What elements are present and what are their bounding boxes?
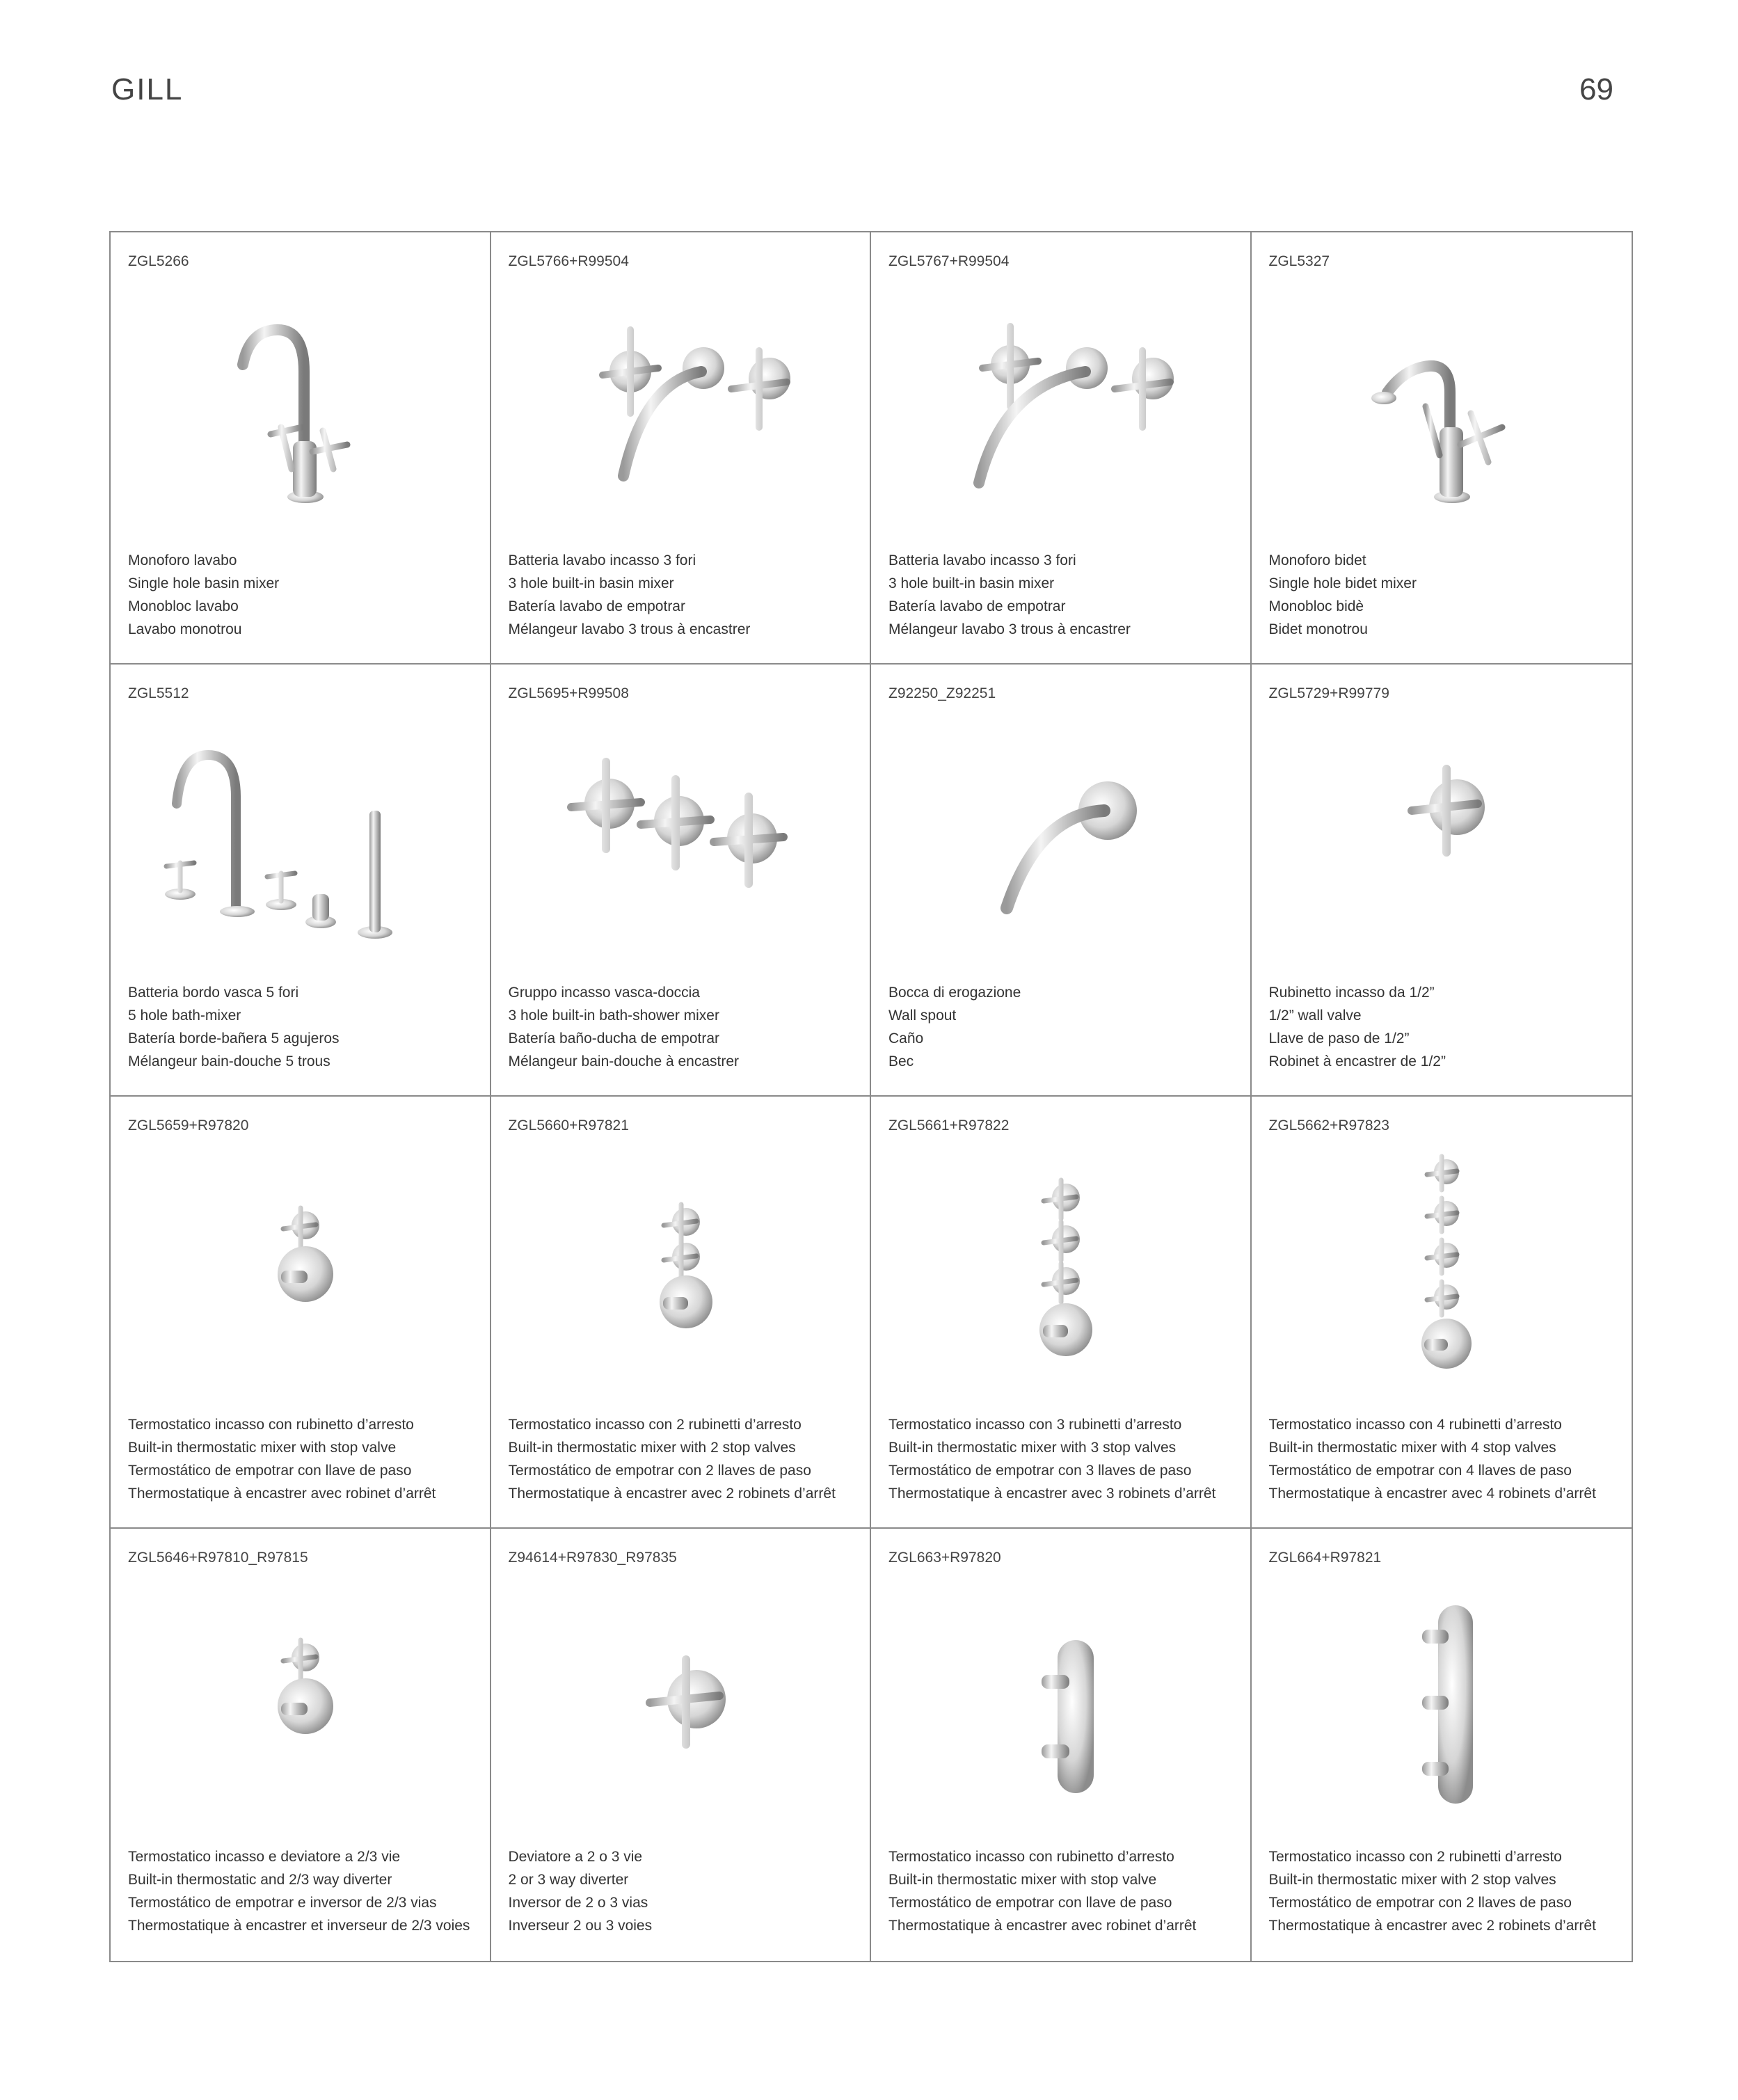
bath-shower-mixer-icon (519, 720, 844, 943)
thermostatic-2-valve-icon (519, 1152, 844, 1375)
product-description: Bocca di erogazione Wall spout Caño Bec (888, 985, 1021, 1069)
thermostatic-diverter-icon (138, 1584, 463, 1807)
product-card (111, 1529, 491, 1961)
product-description: Monoforo lavabo Single hole basin mixer Monobloc lavabo Lavabo monotrou (128, 552, 280, 637)
product-description: Deviatore a 2 o 3 vie 2 or 3 way diverter Inversor de 2 o 3 vias Inverseur 2 ou 3 voies (508, 1849, 653, 1934)
product-card (1252, 232, 1632, 665)
product-card (1252, 1097, 1632, 1529)
product-code: ZGL5646+R97810_R97815 (128, 1550, 308, 1566)
product-description: Gruppo incasso vasca-doccia 3 hole built-in bath-shower mixer Batería baño-ducha de empotrar Mélangeur bain-douche à encastrer (508, 985, 740, 1069)
product-code: ZGL5659+R97820 (128, 1117, 249, 1133)
thermostatic-4-valve-icon (1279, 1152, 1604, 1375)
product-code: ZGL5661+R97822 (888, 1117, 1010, 1133)
product-description: Batteria bordo vasca 5 fori 5 hole bath-mixer Batería borde-bañera 5 agujeros Mélangeur bain-douche 5 trous (128, 985, 340, 1069)
product-code: ZGL5512 (128, 685, 189, 701)
product-description: Termostatico incasso con rubinetto d’arresto Built-in thermostatic mixer with stop valve Termostático de empotrar con llave de paso Thermostatique à encastrer avec robinet d’arrêt (128, 1417, 436, 1502)
product-description: Termostatico incasso con 2 rubinetti d’arresto Built-in thermostatic mixer with 2 stop valves Termostático de empotrar con 2 llaves de paso Thermostatique à encastrer avec 2 robinets d’arrêt (1268, 1849, 1596, 1934)
product-code: ZGL5695+R99508 (508, 685, 629, 701)
product-card (1252, 1529, 1632, 1961)
product-code: Z92250_Z92251 (888, 685, 996, 701)
product-description: Termostatico incasso con 3 rubinetti d’arresto Built-in thermostatic mixer with 3 stop valves Termostático de empotrar con 3 llaves de paso Thermostatique à encastrer avec 3 robinets d’arrêt (888, 1417, 1216, 1502)
product-description: Termostatico incasso con 4 rubinetti d’arresto Built-in thermostatic mixer with 4 stop valves Termostático de empotrar con 4 llaves de paso Thermostatique à encastrer avec 4 robinets d’arrêt (1268, 1417, 1596, 1502)
product-description: Termostatico incasso con 2 rubinetti d’arresto Built-in thermostatic mixer with 2 stop valves Termostático de empotrar con 2 llaves de paso Thermostatique à encastrer avec 2 robinets d’arrêt (508, 1417, 836, 1502)
bidet-mixer-icon (1279, 288, 1604, 511)
product-code: ZGL5766+R99504 (508, 253, 629, 269)
product-card (871, 665, 1252, 1097)
product-card (491, 665, 872, 1097)
product-description: Batteria lavabo incasso 3 fori 3 hole built-in basin mixer Batería lavabo de empotrar Mélangeur lavabo 3 trous à encastrer (508, 552, 751, 637)
product-code: ZGL5327 (1268, 253, 1330, 269)
product-card (111, 665, 491, 1097)
wall-valve-icon (1279, 720, 1604, 943)
basin-mixer-icon (138, 288, 463, 511)
product-description: Rubinetto incasso da 1/2” 1/2” wall valve Llave de paso de 1/2” Robinet à encastrer de 1/2” (1268, 985, 1446, 1069)
product-card (111, 1097, 491, 1529)
product-code: ZGL664+R97821 (1268, 1550, 1382, 1566)
wall-basin-mixer-icon (519, 288, 844, 511)
product-card (871, 1529, 1252, 1961)
product-code: ZGL5660+R97821 (508, 1117, 629, 1133)
product-card (871, 1097, 1252, 1529)
product-card (491, 232, 872, 665)
product-description: Batteria lavabo incasso 3 fori 3 hole built-in basin mixer Batería lavabo de empotrar Mélangeur lavabo 3 trous à encastrer (888, 552, 1131, 637)
diverter-icon (519, 1584, 844, 1807)
product-code: ZGL5662+R97823 (1268, 1117, 1389, 1133)
thermostatic-plate-3-icon (1279, 1584, 1604, 1807)
product-grid (109, 231, 1633, 1962)
product-description: Termostatico incasso con rubinetto d’arresto Built-in thermostatic mixer with stop valve Termostático de empotrar con llave de paso Thermostatique à encastrer avec robinet d’arrêt (888, 1849, 1197, 1934)
thermostatic-1-valve-icon (138, 1152, 463, 1375)
thermostatic-3-valve-icon (899, 1152, 1224, 1375)
product-code: ZGL5729+R99779 (1268, 685, 1389, 701)
product-description: Termostatico incasso e deviatore a 2/3 vie Built-in thermostatic and 2/3 way diverter Termostático de empotrar e inversor de 2/3 vias Thermostatique à encastrer et inverseur de 2/3 voies (128, 1849, 470, 1934)
wall-basin-mixer-long-icon (899, 288, 1224, 511)
page-number: 69 (1579, 72, 1613, 106)
product-card (491, 1097, 872, 1529)
product-code: ZGL5266 (128, 253, 189, 269)
product-card (491, 1529, 872, 1961)
bath-mixer-5-hole-icon (138, 720, 463, 943)
product-card (111, 232, 491, 665)
product-code: Z94614+R97830_R97835 (508, 1550, 677, 1566)
product-code: ZGL5767+R99504 (888, 253, 1010, 269)
thermostatic-plate-2-icon (899, 1584, 1224, 1807)
wall-spout-icon (899, 720, 1224, 943)
product-code: ZGL663+R97820 (888, 1550, 1001, 1566)
product-card (1252, 665, 1632, 1097)
product-description: Monoforo bidet Single hole bidet mixer Monobloc bidè Bidet monotrou (1268, 552, 1417, 637)
product-card (871, 232, 1252, 665)
brand-title: GILL (111, 72, 184, 106)
